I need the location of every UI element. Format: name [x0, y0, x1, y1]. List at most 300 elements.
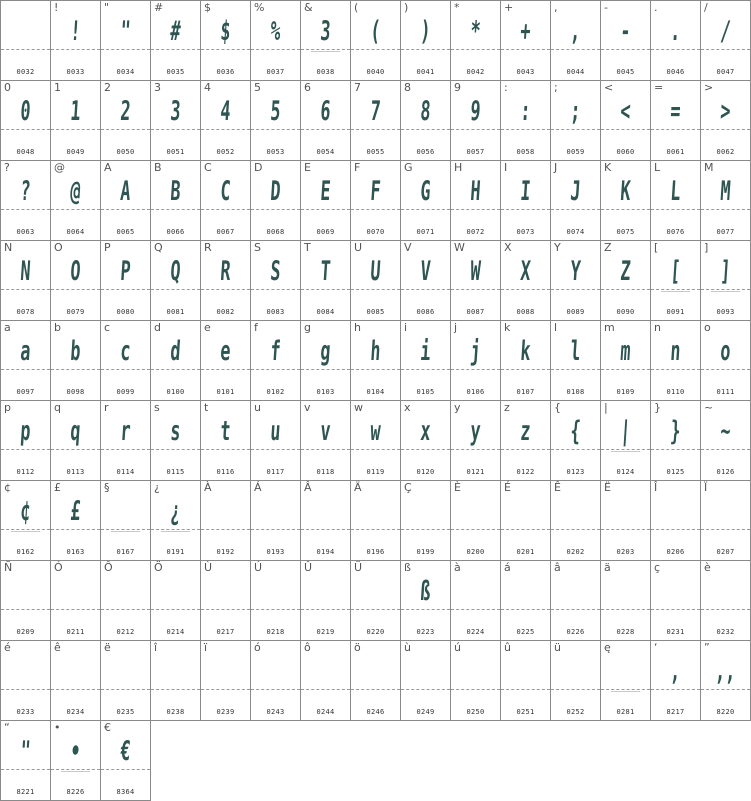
glyph-preview: C [219, 176, 232, 207]
glyph-cell[interactable] [501, 81, 551, 161]
glyph-cell[interactable] [151, 241, 201, 321]
glyph-cell-character-label: 3 [154, 81, 161, 94]
glyph-preview [309, 575, 342, 609]
glyph-cell-code: 0047 [716, 68, 735, 76]
baseline-guide [151, 289, 200, 290]
glyph-cell[interactable] [501, 561, 551, 641]
glyph-preview: £ [69, 496, 82, 527]
glyph-cell-character-label: b [54, 321, 61, 334]
glyph-cell[interactable] [501, 641, 551, 721]
glyph-cell[interactable] [601, 401, 651, 481]
glyph-cell-character-label: À [204, 481, 212, 494]
baseline-guide [151, 209, 200, 210]
baseline-guide [251, 369, 300, 370]
glyph-cell[interactable] [101, 721, 151, 801]
glyph-preview: P [119, 256, 132, 287]
glyph-preview: ; [569, 96, 582, 127]
glyph-cell-code: 0225 [516, 628, 535, 636]
glyph-cell[interactable] [1, 241, 51, 321]
glyph-cell-character-label: n [654, 321, 661, 334]
glyph-preview: 2 [119, 96, 132, 127]
glyph-cell-character-label: ß [404, 561, 411, 574]
glyph-cell[interactable] [651, 241, 701, 321]
glyph-preview [509, 495, 542, 529]
glyph-cell-code: 0093 [716, 308, 735, 316]
glyph-preview: U [369, 256, 382, 287]
glyph-cell[interactable] [151, 81, 201, 161]
glyph-cell[interactable] [551, 641, 601, 721]
glyph-cell-code: 0194 [316, 548, 335, 556]
glyph-preview: L [669, 176, 682, 207]
glyph-preview: K [619, 176, 632, 207]
glyph-cell-code: 0223 [416, 628, 435, 636]
glyph-cell[interactable] [501, 241, 551, 321]
baseline-guide [151, 609, 200, 610]
glyph-cell[interactable] [151, 161, 201, 241]
glyph-preview [509, 655, 542, 689]
baseline-guide [651, 129, 700, 130]
glyph-cell-code: 0049 [66, 148, 85, 156]
baseline-guide [451, 449, 500, 450]
glyph-cell[interactable] [351, 321, 401, 401]
baseline-guide [251, 449, 300, 450]
glyph-cell[interactable] [51, 1, 101, 81]
glyph-cell[interactable] [701, 321, 751, 401]
glyph-cell[interactable] [201, 401, 251, 481]
baseline-guide [401, 129, 450, 130]
glyph-cell[interactable] [701, 81, 751, 161]
glyph-cell-character-label: F [354, 161, 361, 174]
glyph-preview: 5 [269, 96, 282, 127]
baseline-guide [201, 289, 250, 290]
glyph-cell[interactable] [451, 561, 501, 641]
glyph-cell[interactable] [451, 241, 501, 321]
glyph-cell[interactable] [51, 721, 101, 801]
glyph-cell[interactable] [501, 321, 551, 401]
glyph-cell-code: 0091 [666, 308, 685, 316]
glyph-cell[interactable] [701, 161, 751, 241]
glyph-cell-code: 0078 [16, 308, 35, 316]
baseline-guide [651, 449, 700, 450]
glyph-underline-guide [711, 291, 740, 292]
glyph-cell-code: 0244 [316, 708, 335, 716]
glyph-cell[interactable] [701, 1, 751, 81]
glyph-cell-code: 0103 [316, 388, 335, 396]
glyph-cell[interactable] [401, 241, 451, 321]
glyph-cell[interactable] [401, 481, 451, 561]
glyph-cell[interactable] [1, 481, 51, 561]
glyph-cell-character-label: É [504, 481, 511, 494]
glyph-cell[interactable] [501, 161, 551, 241]
glyph-cell[interactable] [451, 1, 501, 81]
glyph-cell[interactable] [251, 401, 301, 481]
glyph-cell[interactable] [51, 321, 101, 401]
baseline-guide [301, 529, 350, 530]
glyph-cell[interactable] [401, 641, 451, 721]
baseline-guide [251, 49, 300, 50]
glyph-cell-character-label: ? [4, 161, 10, 174]
glyph-cell-character-label: s [154, 401, 160, 414]
baseline-guide [601, 49, 650, 50]
glyph-cell[interactable] [401, 1, 451, 81]
glyph-cell-character-label: 5 [254, 81, 261, 94]
glyph-cell-character-label: S [254, 241, 261, 254]
glyph-cell[interactable] [351, 161, 401, 241]
glyph-cell[interactable] [201, 481, 251, 561]
glyph-preview [309, 495, 342, 529]
glyph-cell-character-label: ~ [704, 401, 714, 414]
baseline-guide [251, 609, 300, 610]
glyph-cell[interactable] [251, 1, 301, 81]
glyph-cell[interactable] [351, 241, 401, 321]
baseline-guide [501, 129, 550, 130]
glyph-preview: , [569, 16, 582, 47]
glyph-cell-code: 0058 [516, 148, 535, 156]
glyph-cell[interactable] [101, 481, 151, 561]
baseline-guide [101, 129, 150, 130]
glyph-cell[interactable] [201, 561, 251, 641]
glyph-preview [259, 655, 292, 689]
glyph-preview: h [369, 336, 382, 367]
baseline-guide [401, 209, 450, 210]
glyph-cell[interactable] [701, 561, 751, 641]
glyph-cell[interactable] [101, 1, 151, 81]
glyph-cell-code: 0062 [716, 148, 735, 156]
glyph-cell[interactable] [51, 641, 101, 721]
glyph-cell-character-label: d [154, 321, 161, 334]
glyph-cell[interactable] [701, 641, 751, 721]
glyph-cell[interactable] [451, 161, 501, 241]
glyph-cell-character-label: Ñ [4, 561, 13, 574]
glyph-preview: b [69, 336, 82, 367]
glyph-cell[interactable] [51, 401, 101, 481]
glyph-preview: R [219, 256, 232, 287]
baseline-guide [51, 129, 100, 130]
glyph-cell[interactable] [51, 81, 101, 161]
glyph-cell[interactable] [501, 401, 551, 481]
glyph-cell[interactable] [1, 161, 51, 241]
glyph-cell[interactable] [151, 561, 201, 641]
glyph-preview: : [519, 96, 532, 127]
glyph-cell-code: 0073 [516, 228, 535, 236]
glyph-cell[interactable] [551, 321, 601, 401]
glyph-cell[interactable] [451, 81, 501, 161]
glyph-cell[interactable] [601, 161, 651, 241]
glyph-cell[interactable] [601, 81, 651, 161]
glyph-cell[interactable] [551, 481, 601, 561]
glyph-cell-code: 0105 [416, 388, 435, 396]
glyph-cell-code: 0099 [116, 388, 135, 396]
baseline-guide [51, 369, 100, 370]
glyph-cell-code: 0032 [16, 68, 35, 76]
glyph-cell[interactable] [651, 161, 701, 241]
glyph-cell[interactable] [501, 481, 551, 561]
glyph-cell[interactable] [151, 641, 201, 721]
glyph-cell[interactable] [651, 641, 701, 721]
glyph-cell[interactable] [51, 241, 101, 321]
glyph-cell-character-label: , [554, 1, 558, 14]
glyph-cell[interactable] [101, 401, 151, 481]
glyph-cell-character-label: ö [354, 641, 361, 654]
glyph-cell[interactable] [151, 401, 201, 481]
baseline-guide [201, 209, 250, 210]
glyph-cell[interactable] [701, 401, 751, 481]
glyph-cell-code: 0191 [166, 548, 185, 556]
glyph-cell-character-label: ! [54, 1, 59, 14]
glyph-cell[interactable] [301, 1, 351, 81]
glyph-cell[interactable] [1, 641, 51, 721]
glyph-cell[interactable] [651, 321, 701, 401]
baseline-guide [551, 609, 600, 610]
glyph-cell-character-label: U [354, 241, 363, 254]
baseline-guide [601, 609, 650, 610]
glyph-cell[interactable] [401, 401, 451, 481]
glyph-cell-character-label: 2 [104, 81, 111, 94]
baseline-guide [301, 209, 350, 210]
glyph-cell-code: 0084 [316, 308, 335, 316]
baseline-guide [551, 449, 600, 450]
glyph-cell[interactable] [451, 321, 501, 401]
glyph-cell-character-label: u [254, 401, 261, 414]
glyph-cell-code: 0061 [666, 148, 685, 156]
glyph-cell-code: 0196 [366, 548, 385, 556]
glyph-cell[interactable] [51, 481, 101, 561]
glyph-cell[interactable] [251, 81, 301, 161]
glyph-cell[interactable] [601, 321, 651, 401]
baseline-guide [401, 49, 450, 50]
glyph-cell[interactable] [651, 401, 701, 481]
glyph-cell-code: 8220 [716, 708, 735, 716]
glyph-cell-code: 0069 [316, 228, 335, 236]
glyph-cell-code: 0243 [266, 708, 285, 716]
glyph-cell[interactable] [1, 721, 51, 801]
baseline-guide [1, 769, 50, 770]
glyph-cell[interactable] [301, 641, 351, 721]
glyph-cell[interactable] [301, 161, 351, 241]
glyph-cell-character-label: } [654, 401, 661, 414]
glyph-cell[interactable] [251, 561, 301, 641]
glyph-cell[interactable] [101, 81, 151, 161]
glyph-cell[interactable] [451, 401, 501, 481]
glyph-cell-character-label: “ [4, 721, 10, 734]
glyph-cell[interactable] [201, 321, 251, 401]
baseline-guide [551, 209, 600, 210]
glyph-cell[interactable] [151, 481, 201, 561]
glyph-cell[interactable] [301, 561, 351, 641]
baseline-guide [451, 129, 500, 130]
glyph-preview [359, 575, 392, 609]
glyph-cell[interactable] [551, 401, 601, 481]
baseline-guide [651, 209, 700, 210]
glyph-cell[interactable] [151, 321, 201, 401]
glyph-cell[interactable] [151, 1, 201, 81]
glyph-preview: n [669, 336, 682, 367]
glyph-preview [159, 575, 192, 609]
glyph-cell-character-label: Î [654, 481, 658, 494]
glyph-cell[interactable] [401, 161, 451, 241]
glyph-cell[interactable] [651, 481, 701, 561]
glyph-cell[interactable] [351, 401, 401, 481]
glyph-cell-code: 0281 [616, 708, 635, 716]
glyph-cell-code: 0217 [216, 628, 235, 636]
glyph-cell-character-label: € [104, 721, 111, 734]
glyph-cell[interactable] [601, 641, 651, 721]
glyph-cell-character-label: ù [404, 641, 411, 654]
glyph-cell[interactable] [301, 81, 351, 161]
glyph-cell[interactable] [251, 481, 301, 561]
glyph-preview [359, 495, 392, 529]
glyph-cell-character-label: o [704, 321, 711, 334]
glyph-cell-code: 0234 [66, 708, 85, 716]
glyph-cell[interactable] [601, 1, 651, 81]
glyph-cell-character-label: ¿ [154, 481, 160, 494]
glyph-cell[interactable] [1, 321, 51, 401]
baseline-guide [601, 369, 650, 370]
glyph-cell[interactable] [601, 241, 651, 321]
glyph-cell[interactable] [101, 561, 151, 641]
baseline-guide [601, 209, 650, 210]
glyph-cell-code: 0118 [316, 468, 335, 476]
glyph-cell-character-label: Ú [254, 561, 263, 574]
glyph-cell[interactable] [101, 241, 151, 321]
glyph-cell[interactable] [401, 321, 451, 401]
baseline-guide [101, 609, 150, 610]
glyph-cell[interactable] [101, 161, 151, 241]
glyph-cell-character-label: ó [254, 641, 261, 654]
glyph-cell[interactable] [201, 161, 251, 241]
glyph-cell[interactable] [351, 1, 401, 81]
glyph-cell[interactable] [601, 481, 651, 561]
glyph-preview: r [119, 416, 132, 447]
glyph-preview: s [169, 416, 182, 447]
baseline-guide [201, 369, 250, 370]
glyph-cell[interactable] [201, 641, 251, 721]
glyph-cell-code: 0162 [16, 548, 35, 556]
glyph-cell-character-label: ú [454, 641, 461, 654]
glyph-cell-character-label: Ä [354, 481, 362, 494]
baseline-guide [1, 129, 50, 130]
glyph-cell[interactable] [551, 161, 601, 241]
baseline-guide [201, 609, 250, 610]
glyph-cell[interactable] [651, 561, 701, 641]
baseline-guide [551, 129, 600, 130]
baseline-guide [301, 129, 350, 130]
baseline-guide [451, 289, 500, 290]
glyph-preview: X [519, 256, 532, 287]
glyph-cell[interactable] [101, 321, 151, 401]
glyph-cell[interactable] [351, 641, 401, 721]
glyph-cell[interactable] [551, 81, 601, 161]
glyph-cell[interactable] [251, 641, 301, 721]
glyph-cell[interactable] [651, 81, 701, 161]
glyph-cell-code: 0211 [66, 628, 85, 636]
glyph-cell[interactable] [401, 81, 451, 161]
glyph-cell-code: 0040 [366, 68, 385, 76]
glyph-cell[interactable] [201, 81, 251, 161]
glyph-cell[interactable] [351, 81, 401, 161]
glyph-preview: p [19, 416, 32, 447]
glyph-cell[interactable] [701, 241, 751, 321]
glyph-cell-code: 0233 [16, 708, 35, 716]
glyph-cell[interactable] [1, 561, 51, 641]
glyph-cell-character-label: Ë [604, 481, 611, 494]
glyph-cell[interactable] [1, 1, 51, 81]
glyph-cell-code: 0212 [116, 628, 135, 636]
glyph-cell[interactable] [451, 641, 501, 721]
baseline-guide [51, 289, 100, 290]
glyph-cell-code: 0034 [116, 68, 135, 76]
glyph-preview [209, 495, 242, 529]
baseline-guide [1, 609, 50, 610]
baseline-guide [701, 289, 750, 290]
glyph-cell[interactable] [201, 241, 251, 321]
glyph-cell-code: 0250 [466, 708, 485, 716]
glyph-cell-code: 0120 [416, 468, 435, 476]
baseline-guide [151, 129, 200, 130]
glyph-cell[interactable] [551, 241, 601, 321]
glyph-underline-guide [311, 51, 340, 52]
glyph-preview: o [719, 336, 732, 367]
glyph-cell-code: 0102 [266, 388, 285, 396]
glyph-cell[interactable] [1, 81, 51, 161]
glyph-cell[interactable] [401, 561, 451, 641]
glyph-cell[interactable] [101, 641, 151, 721]
glyph-cell[interactable] [351, 481, 401, 561]
glyph-cell-code: 0070 [366, 228, 385, 236]
glyph-cell-code: 0080 [116, 308, 135, 316]
glyph-preview: " [19, 736, 32, 767]
glyph-cell[interactable] [251, 321, 301, 401]
glyph-cell-character-label: : [504, 81, 508, 94]
glyph-cell[interactable] [501, 1, 551, 81]
baseline-guide [51, 209, 100, 210]
glyph-preview: f [269, 336, 282, 367]
glyph-cell-code: 0033 [66, 68, 85, 76]
glyph-cell[interactable] [651, 1, 701, 81]
glyph-cell[interactable] [351, 561, 401, 641]
glyph-cell[interactable] [601, 561, 651, 641]
glyph-preview: + [519, 16, 532, 47]
glyph-cell[interactable] [251, 241, 301, 321]
baseline-guide [251, 129, 300, 130]
glyph-cell[interactable] [51, 161, 101, 241]
glyph-underline-guide [611, 691, 640, 692]
baseline-guide [101, 49, 150, 50]
glyph-preview: u [269, 416, 282, 447]
glyph-cell-code: 0200 [466, 548, 485, 556]
glyph-cell-code: 0220 [366, 628, 385, 636]
glyph-cell[interactable] [201, 1, 251, 81]
baseline-guide [501, 689, 550, 690]
glyph-preview: ? [19, 176, 32, 207]
glyph-cell[interactable] [1, 401, 51, 481]
baseline-guide [151, 689, 200, 690]
glyph-cell[interactable] [451, 481, 501, 561]
glyph-cell[interactable] [551, 1, 601, 81]
glyph-cell[interactable] [701, 481, 751, 561]
glyph-cell[interactable] [301, 321, 351, 401]
glyph-cell[interactable] [301, 401, 351, 481]
glyph-cell[interactable] [551, 561, 601, 641]
glyph-preview: M [719, 176, 732, 207]
glyph-preview [659, 495, 692, 529]
glyph-cell[interactable] [251, 161, 301, 241]
glyph-cell[interactable] [301, 241, 351, 321]
glyph-cell[interactable] [51, 561, 101, 641]
baseline-guide [651, 529, 700, 530]
baseline-guide [151, 529, 200, 530]
glyph-cell[interactable] [301, 481, 351, 561]
